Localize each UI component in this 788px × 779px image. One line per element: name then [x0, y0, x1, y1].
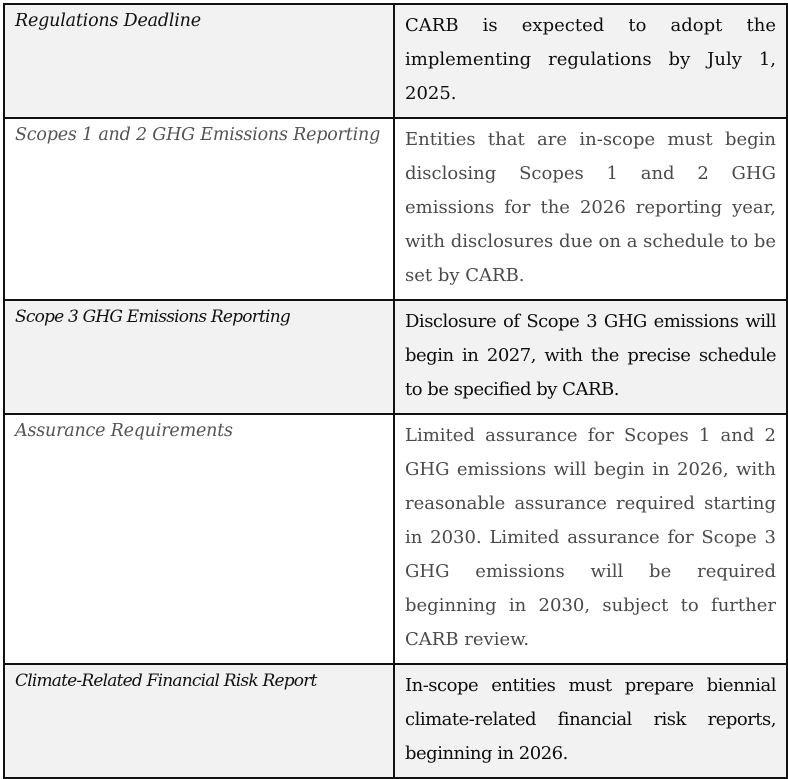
- table-row-regulations-deadline: [4, 4, 787, 118]
- table-row-scope-3-reporting: [4, 300, 787, 414]
- row-label: Climate-Related Financial Risk Report: [4, 664, 394, 778]
- table-row-climate-risk-report: [4, 664, 787, 778]
- row-description: Disclosure of Scope 3 GHG emissions will begin in 2027, with the precise schedule to be specified by CARB.: [394, 300, 787, 414]
- row-description: Entities that are in-scope must begin disclosing Scopes 1 and 2 GHG emissions for the 2026 reporting year, with disclosures due on a schedule to be set by CARB.: [394, 118, 787, 300]
- table-row-scopes-1-2-reporting: [4, 118, 787, 300]
- table-row-assurance-requirements: [4, 414, 787, 664]
- row-label: Regulations Deadline: [4, 4, 394, 118]
- row-description: In-scope entities must prepare biennial climate-related financial risk reports, beginning in 2026.: [394, 664, 787, 778]
- row-label: Scope 3 GHG Emissions Reporting: [4, 300, 394, 414]
- row-label: Assurance Requirements: [4, 414, 394, 664]
- row-description: CARB is expected to adopt the implementing regulations by July 1, 2025.: [394, 4, 787, 118]
- row-description: Limited assurance for Scopes 1 and 2 GHG emissions will begin in 2026, with reasonable assurance required starting in 2030. Limited assurance for Scope 3 GHG emissions will be required beginning in 2030, subject to further CARB review.: [394, 414, 787, 664]
- requirements-table: [3, 3, 788, 779]
- row-label: Scopes 1 and 2 GHG Emissions Reporting: [4, 118, 394, 300]
